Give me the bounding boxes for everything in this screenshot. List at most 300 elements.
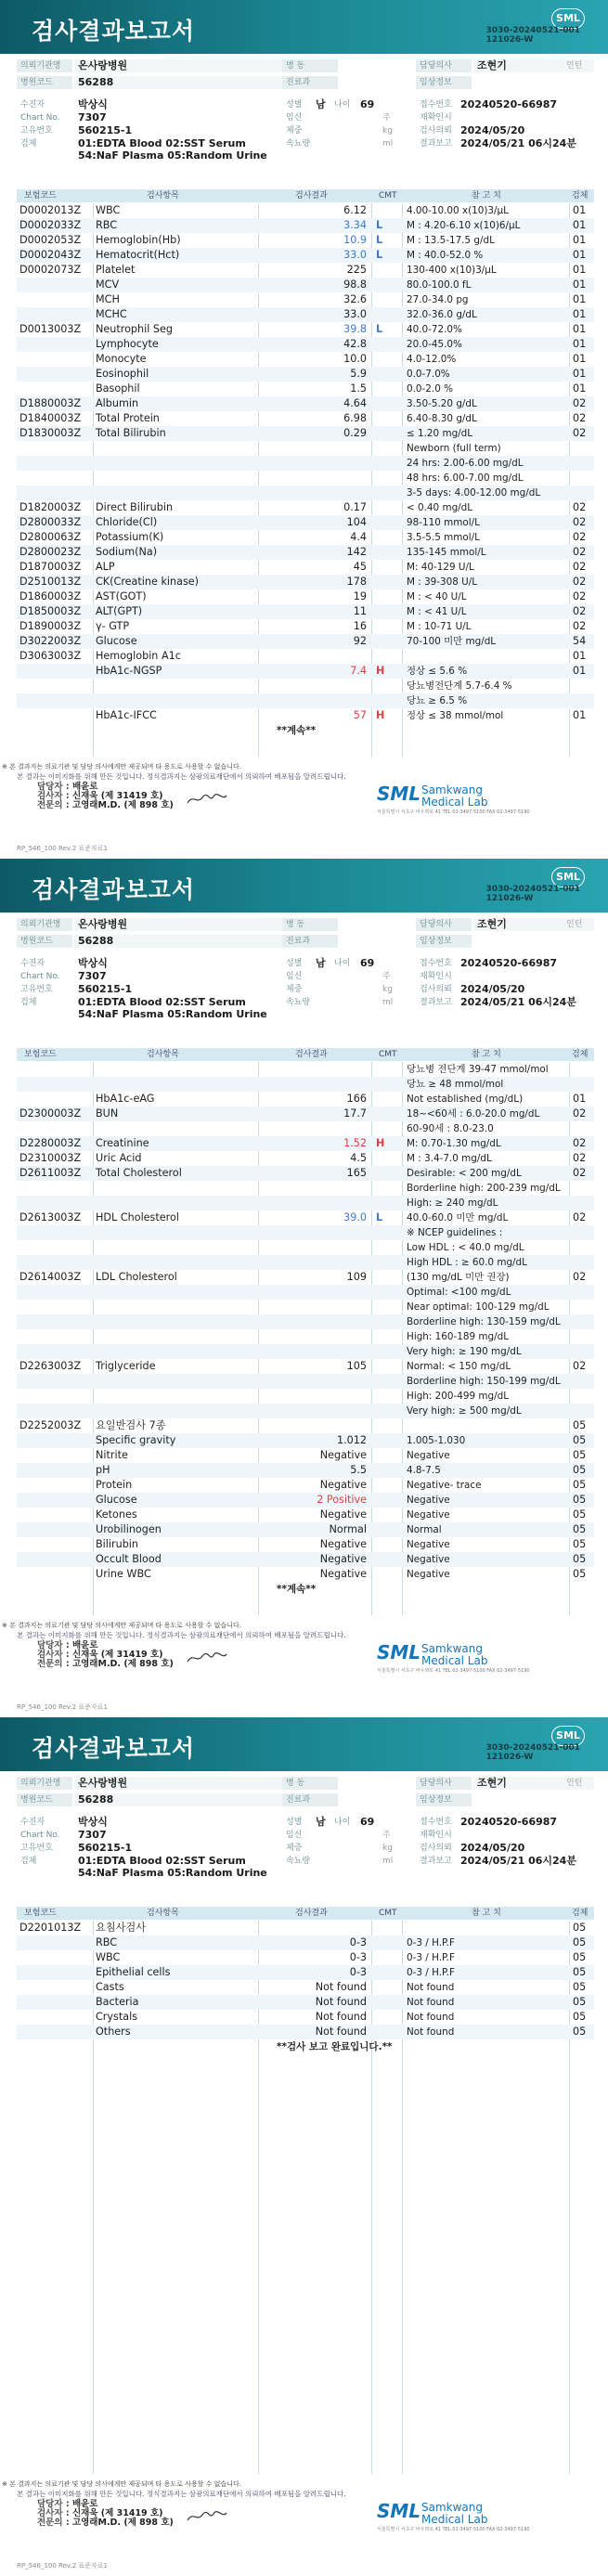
patient-id: 560215-1: [78, 1842, 133, 1854]
specimen-code: 05: [573, 1538, 587, 1550]
table-row: [17, 1980, 594, 1995]
table-row: [17, 604, 594, 619]
signature-image: [186, 792, 228, 807]
test-name: Urobilinogen: [96, 1523, 162, 1535]
specimen-1: 01:EDTA Blood 02:SST Serum: [78, 996, 246, 1008]
reference-range: 18~<60세 : 6.0-20.0 mg/dL: [407, 1108, 540, 1120]
hospital-name: 온사랑병원: [78, 59, 128, 71]
insurance-code: D0002053Z: [19, 234, 82, 246]
reference-range: Negative: [407, 1509, 450, 1521]
test-name: Basophil: [96, 382, 140, 395]
table-row: [17, 1344, 594, 1359]
reference-range: M: 0.70-1.30 mg/dL: [407, 1138, 501, 1149]
report-banner: [0, 859, 608, 913]
insurance-code: D2263003Z: [19, 1360, 82, 1372]
table-row: [17, 456, 594, 471]
test-name: Protein: [96, 1479, 133, 1491]
patient-info: 의뢰기관명 온사랑병원 병원코드 56288 병 동 진료과 담당의사 조현기 인턴 임상정보 수진자 박상식 Chart No. 7307 고유번호 560215-1 검체 01:EDTA Blood 02:SST Serum 54:NaF Plasma 05:Random Urine 성별 남 나이 69 임신 주 체중 kg 속뇨량 ml 접수번호 20240520-66987 재확인시 검사의뢰 2024/05/20 결과보고 2024/05/21 06시24분: [17, 1777, 594, 1899]
test-name: ALT(GPT): [96, 605, 143, 617]
test-name: HbA1c-IFCC: [96, 709, 157, 721]
test-name: ALP: [96, 561, 115, 573]
test-name: Ketones: [96, 1508, 137, 1521]
test-result: 98.8: [343, 278, 367, 291]
test-name: Casts: [96, 1981, 124, 1993]
test-result: 1.52: [343, 1137, 367, 1149]
result-flag: L: [376, 219, 383, 231]
specimen-code: 05: [573, 1568, 587, 1580]
receipt-no: 20240520-66987: [460, 1816, 558, 1828]
reference-range: Normal: [407, 1524, 442, 1535]
insurance-code: D1830003Z: [19, 427, 82, 439]
reference-range: M : < 41 U/L: [407, 606, 467, 617]
table-row: [17, 1935, 594, 1950]
chart-no: 7307: [78, 1829, 107, 1841]
table-row: [17, 1374, 594, 1389]
reference-range: 24 hrs: 2.00-6.00 mg/dL: [407, 458, 524, 469]
results-table-header: 보험코드 검사항목 검사결과 CMT 참 고 치 검체: [17, 189, 594, 202]
reference-range: Normal: < 150 mg/dL: [407, 1361, 511, 1372]
reference-range: 70-100 미만 mg/dL: [407, 636, 497, 647]
table-row: [17, 1255, 594, 1270]
results-table-header: 보험코드 검사항목 검사결과 CMT 참 고 치 검체: [17, 1907, 594, 1920]
test-result: Not found: [315, 1996, 367, 2008]
result-flag: L: [376, 323, 383, 335]
test-name: Total Cholesterol: [96, 1167, 182, 1179]
specimen-code: 05: [573, 1936, 587, 1948]
staff-name: 배윤로: [71, 782, 98, 792]
reference-range: 6.40-8.30 g/dL: [407, 413, 477, 424]
specimen-code: 05: [573, 1434, 587, 1446]
specimen-code: 01: [573, 219, 587, 231]
table-row: [17, 426, 594, 441]
insurance-code: D2201013Z: [19, 1922, 82, 1934]
table-row: [17, 545, 594, 560]
test-name: MCHC: [96, 308, 127, 320]
reference-range: 1.005-1.030: [407, 1435, 466, 1446]
specimen-code: 02: [573, 561, 587, 573]
table-row: [17, 1121, 594, 1136]
report-banner: [0, 0, 608, 54]
test-name: Nitrite: [96, 1449, 128, 1461]
test-result: 6.98: [343, 412, 367, 424]
specimen-code: 01: [573, 293, 587, 305]
insurance-code: D2800033Z: [19, 516, 82, 528]
test-name: Hematocrit(Hct): [96, 249, 180, 261]
reference-range: 80.0-100.0 fL: [407, 279, 472, 291]
results-table-header: 보험코드 검사항목 검사결과 CMT 참 고 치 검체: [17, 1048, 594, 1061]
receipt-no: 20240520-66987: [460, 957, 558, 969]
specimen-2: 54:NaF Plasma 05:Random Urine: [78, 149, 267, 162]
specimen-code: 05: [573, 1449, 587, 1461]
test-result: 4.64: [343, 397, 367, 409]
test-result: Negative: [319, 1479, 367, 1491]
test-result: 19: [353, 590, 367, 602]
table-row: [17, 1418, 594, 1433]
reference-range: Negative: [407, 1569, 450, 1580]
insurance-code: D1890003Z: [19, 620, 82, 632]
table-row: [17, 589, 594, 604]
table-row: [17, 693, 594, 708]
specimen-2: 54:NaF Plasma 05:Random Urine: [78, 1867, 267, 1879]
table-row: [17, 1389, 594, 1404]
insurance-code: D0002043Z: [19, 249, 82, 261]
specimen-code: 02: [573, 605, 587, 617]
insurance-code: D2310003Z: [19, 1152, 82, 1164]
end-marker: **계속**: [277, 725, 317, 736]
test-result: Not found: [315, 2026, 367, 2038]
specimen-2: 54:NaF Plasma 05:Random Urine: [78, 1008, 267, 1020]
specimen-code: 02: [573, 576, 587, 588]
result-flag: L: [376, 249, 383, 261]
specimen-code: 01: [573, 264, 587, 276]
reference-range: M : < 40 U/L: [407, 591, 467, 602]
table-row: [17, 1196, 594, 1210]
specimen-code: 02: [573, 620, 587, 632]
specimen-code: 02: [573, 590, 587, 602]
insurance-code: D2800063Z: [19, 531, 82, 543]
samkwang-logo: SML Samkwang Medical Lab 서울특별시 서초구 바우뫼로 41 TEL 02-3497-5100 FAX 02-3497-5190: [377, 2500, 530, 2532]
reference-range: High: 160-189 mg/dL: [407, 1331, 510, 1342]
report-code: 3030-20240521-001 121026-W: [485, 885, 580, 903]
insurance-code: D1870003Z: [19, 561, 82, 573]
reference-range: 0-3 / H.P.F: [407, 1937, 455, 1948]
table-row: [17, 649, 594, 664]
doctor-name: 조현기: [477, 918, 507, 930]
report-code: 3030-20240521-001 121026-W: [485, 26, 580, 45]
insurance-code: D1840003Z: [19, 412, 82, 424]
table-row: [17, 1062, 594, 1077]
table-row: [17, 307, 594, 322]
test-result: 5.9: [350, 368, 367, 380]
test-name: MCH: [96, 293, 120, 305]
table-row: [17, 560, 594, 575]
test-name: RBC: [96, 219, 118, 231]
specimen-code: 05: [573, 1508, 587, 1521]
specimen-code: 02: [573, 1211, 587, 1223]
table-row: [17, 530, 594, 545]
table-row: [17, 1210, 594, 1225]
reference-range: Low HDL : < 40.0 mg/dL: [407, 1242, 524, 1253]
sml-logo: SML: [551, 1726, 585, 1746]
test-result: 2 Positive: [317, 1494, 367, 1506]
test-result: 0.29: [343, 427, 367, 439]
reference-range: Not found: [407, 2012, 455, 2023]
test-result: 166: [346, 1093, 367, 1105]
reference-range: 4.0-12.0%: [407, 354, 457, 365]
result-flag: L: [376, 234, 383, 246]
test-name: Bilirubin: [96, 1538, 138, 1550]
test-result: 104: [346, 516, 367, 528]
test-name: 요침사검사: [96, 1922, 147, 1934]
hospital-code: 56288: [78, 76, 114, 88]
request-date: 2024/05/20: [460, 1842, 525, 1854]
test-result: 225: [346, 264, 367, 276]
reference-range: 당뇨병전단계 5.7-6.4 %: [407, 680, 512, 692]
table-row: [17, 292, 594, 307]
patient-name: 박상식: [78, 1816, 108, 1828]
reference-range: 당뇨병 전단계 39-47 mmol/mol: [407, 1064, 549, 1075]
table-row: [17, 1522, 594, 1537]
test-result: Not found: [315, 1981, 367, 1993]
test-name: WBC: [96, 204, 121, 216]
signature-image: [186, 1650, 228, 1665]
reference-range: 4.8-7.5: [407, 1465, 441, 1476]
reference-range: 0-3 / H.P.F: [407, 1952, 455, 1963]
reference-range: Negative- trace: [407, 1480, 482, 1491]
reference-range: High: ≥ 240 mg/dL: [407, 1197, 498, 1209]
test-result: Not found: [315, 2011, 367, 2023]
specimen-code: 05: [573, 1922, 587, 1934]
specimen-code: 02: [573, 546, 587, 558]
test-name: Triglyceride: [96, 1360, 156, 1372]
test-result: 17.7: [343, 1107, 367, 1120]
hospital-name: 온사랑병원: [78, 918, 128, 930]
reference-range: 0-3 / H.P.F: [407, 1967, 455, 1978]
test-name: 요일반검사 7종: [96, 1419, 166, 1431]
insurance-code: D3022003Z: [19, 635, 82, 647]
reference-range: Newborn (full term): [407, 443, 501, 454]
reference-range: Not found: [407, 2026, 455, 2038]
test-result: Normal: [329, 1523, 367, 1535]
patient-name: 박상식: [78, 957, 108, 969]
test-name: HbA1c-NGSP: [96, 665, 162, 677]
insurance-code: D1880003Z: [19, 397, 82, 409]
test-result: Negative: [319, 1568, 367, 1580]
reference-range: 48 hrs: 6.00-7.00 mg/dL: [407, 472, 524, 484]
specimen-code: 05: [573, 1419, 587, 1431]
reference-range: 40.0-72.0%: [407, 324, 462, 335]
test-result: 32.6: [343, 293, 367, 305]
test-result: Negative: [319, 1449, 367, 1461]
reference-range: 60-90세 : 8.0-23.0: [407, 1123, 494, 1134]
insurance-code: D0002073Z: [19, 264, 82, 276]
tester-name: 신재욱 (제 31419 호): [71, 791, 163, 801]
specimen-code: 01: [573, 338, 587, 350]
table-row: [17, 1404, 594, 1418]
insurance-code: D1850003Z: [19, 605, 82, 617]
table-row: [17, 1329, 594, 1344]
test-result: 3.34: [343, 219, 367, 231]
table-row: [17, 634, 594, 649]
test-result: 0-3: [349, 1966, 367, 1978]
reference-range: Very high: ≥ 190 mg/dL: [407, 1346, 522, 1357]
table-row: [17, 2025, 594, 2039]
table-row: [17, 396, 594, 411]
reference-range: 당뇨 ≥ 48 mmol/mol: [407, 1079, 504, 1090]
test-name: Sodium(Na): [96, 546, 158, 558]
reference-range: 3.50-5.20 g/dL: [407, 398, 477, 409]
specimen-code: 01: [573, 1093, 587, 1105]
test-result: 1.012: [336, 1434, 367, 1446]
patient-id: 560215-1: [78, 124, 133, 136]
doctor-name: 조현기: [477, 1777, 507, 1789]
table-row: [17, 1493, 594, 1508]
test-name: Chloride(Cl): [96, 516, 158, 528]
request-date: 2024/05/20: [460, 124, 525, 136]
table-row: [17, 1508, 594, 1522]
test-name: Monocyte: [96, 353, 147, 365]
doctor-name: 조현기: [477, 59, 507, 71]
result-flag: H: [376, 1137, 385, 1149]
specimen-code: 05: [573, 1553, 587, 1565]
report-title: 검사결과보고서: [32, 1735, 196, 1762]
test-result: 11: [353, 605, 367, 617]
table-row: [17, 679, 594, 693]
staff-name: 배윤로: [71, 2499, 98, 2509]
test-result: 0.17: [343, 501, 367, 513]
specimen-code: 02: [573, 531, 587, 543]
table-row: [17, 278, 594, 292]
staff-name: 배윤로: [71, 1640, 98, 1650]
specimen-code: 02: [573, 1152, 587, 1164]
table-row: [17, 1314, 594, 1329]
specimen-1: 01:EDTA Blood 02:SST Serum: [78, 1855, 246, 1867]
reference-range: Not established (mg/dL): [407, 1094, 524, 1105]
specimen-code: 05: [573, 1966, 587, 1978]
reference-range: Negative: [407, 1450, 450, 1461]
result-flag: H: [376, 665, 385, 677]
hospital-code: 56288: [78, 935, 114, 947]
test-result: 33.0: [343, 249, 367, 261]
test-name: Epithelial cells: [96, 1966, 171, 1978]
insurance-code: D2280003Z: [19, 1137, 82, 1149]
reference-range: ※ NCEP guidelines :: [407, 1227, 503, 1238]
test-name: Total Bilirubin: [96, 427, 166, 439]
report-page: 검사결과보고서 SML 3030-20240521-001 121026-W 의뢰기관명 온사랑병원 병원코드 56288 병 동 진료과 담당의사 조현기 인턴 임상정보 수진자 박상식 Chart No. 7307 고유번호 560215-1 검체 01:EDTA Blood 02:SST Serum 54:NaF Plasma 05:Random Urine 성별 남 나이 69 임신 주 체중 kg 속뇨량 ml 접수번호 20240520-66987 재확인시 검사의뢰 2024/05/20 결과보고 2024/05/21 06시24분 보험코드 검사항목 검사결과 CMT 참 고 치 검체 D0002013Z WBC 6.12 4.00-10.00 x(10)3/μL 01 D0002033Z RBC 3.34 L M : 4.20-6.10 x(10)6/μL 01 D0002053Z Hemoglobin(Hb) 10.9 L M : 13.5-17.5 g/dL 01 D0002043Z Hematocrit(Hct) 33.0 L M : 40.0-52.0 % 01 D0002073Z Platelet 225 130-400 x(10)3/μL 01 MCV 98.8 80.0-100.0 fL 01 MCH 32.6 27.0-34.0 pg 01 MCHC 33.0 32.0-36.0 g/dL 01 D0013003Z Neutrophil Seg 39.8 L 40.0-72.0% 01 Lymphocyte 42.8 20.0-45.0% 01 Monocyte 10.0 4.0-12.0% 01 Eosinophil 5.9 0.0-7.0% 01 Basophil 1.5 0.0-2.0 % 01 D1880003Z Albumin 4.64 3.50-5.20 g/dL 02 D1840003Z Total Protein 6.98 6.40-8.30 g/dL 02 D1830003Z Total Bilirubin 0.29 ≤ 1.20 mg/dL 02 Newborn (full term) 24 hrs: 2.00-6.00 mg/dL 48 hrs: 6.00-7.00 mg/dL 3-5 days: 4.00-12.00 mg/dL D1820003Z Direct Bilirubin 0.17 < 0.40 mg/dL 02 D2800033Z Chloride(Cl) 104 98-110 mmol/L 02 D2800063Z Potassium(K) 4.4 3.5-5.5 mmol/L 02 D2800023Z Sodium(Na) 142 135-145 mmol/L 02 D1870003Z ALP 45 M: 40-129 U/L 02 D2510013Z CK(Creatine kinase) 178 M : 39-308 U/L 02 D1860003Z AST(GOT) 19 M : < 40 U/L 02 D1850003Z ALT(GPT) 11 M : < 41 U/L 02 D1890003Z γ- GTP 16 M : 10-71 U/L 02 D3022003Z Glucose 92 70-100 미만 mg/dL 54 D3063003Z Hemoglobin A1c 01 HbA1c-NGSP 7.4 H 정상 ≤ 5.6 % 01 당뇨병전단계 5.7-6.4 % 당뇨 ≥ 6.5 % HbA1c-IFCC 57 H 정상 ≤ 38 mmol/mol 01 **계속** ※ 본 결과지는 의료기관 및 담당 의사에게만 제공되며 타 용도로 사용할 수 없습니다. 본 결과는 이미지화를 위해 만든 것입니다. 정식결과지는 삼광의료재단에서 의뢰하여 배포됨을 알려드립니다. 담당자 : 배윤로 검사자 : 신재욱 (제 31419 호) 전문의 : 고영래M.D. (제 898 호) SML Samkwang Medical Lab 서울특별시 서초구 바우뫼로 41 TEL 02-3497-5100 FAX 02-3497-5190 RP_546_100 Rev.2 표준자료1: [0, 0, 608, 859]
test-name: Albumin: [96, 397, 139, 409]
test-name: Others: [96, 2026, 131, 2038]
test-result: Negative: [319, 1553, 367, 1565]
reference-range: Borderline high: 150-199 mg/dL: [407, 1376, 561, 1387]
tester-name: 신재욱 (제 31419 호): [71, 2508, 163, 2518]
patient-name: 박상식: [78, 98, 108, 110]
test-name: Crystals: [96, 2011, 138, 2023]
patient-info: 의뢰기관명 온사랑병원 병원코드 56288 병 동 진료과 담당의사 조현기 인턴 임상정보 수진자 박상식 Chart No. 7307 고유번호 560215-1 검체 01:EDTA Blood 02:SST Serum 54:NaF Plasma 05:Random Urine 성별 남 나이 69 임신 주 체중 kg 속뇨량 ml 접수번호 20240520-66987 재확인시 검사의뢰 2024/05/20 결과보고 2024/05/21 06시24분: [17, 918, 594, 1041]
specimen-code: 02: [573, 1271, 587, 1283]
insurance-code: D2614003Z: [19, 1271, 82, 1283]
reference-range: High HDL : ≥ 60.0 mg/dL: [407, 1257, 527, 1268]
test-name: Glucose: [96, 1494, 137, 1506]
report-date: 2024/05/21 06시24분: [460, 137, 576, 149]
reference-range: 정상 ≤ 5.6 %: [407, 666, 468, 677]
insurance-code: D2800023Z: [19, 546, 82, 558]
specimen-code: 02: [573, 1167, 587, 1179]
table-row: [17, 1151, 594, 1166]
report-date: 2024/05/21 06시24분: [460, 1855, 576, 1867]
reference-range: Negative: [407, 1554, 450, 1565]
insurance-code: D2611003Z: [19, 1167, 82, 1179]
test-result: 16: [353, 620, 367, 632]
test-result: 5.5: [350, 1464, 367, 1476]
specimen-code: 01: [573, 650, 587, 662]
specimen-code: 05: [573, 1494, 587, 1506]
samkwang-logo: SML Samkwang Medical Lab 서울특별시 서초구 바우뫼로 41 TEL 02-3497-5100 FAX 02-3497-5190: [377, 1641, 530, 1674]
test-name: Occult Blood: [96, 1553, 162, 1565]
table-row: [17, 1092, 594, 1107]
table-row: [17, 367, 594, 382]
specimen-code: 05: [573, 2026, 587, 2038]
result-flag: H: [376, 709, 385, 721]
results-table: [17, 1921, 594, 2474]
test-name: RBC: [96, 1936, 118, 1948]
test-name: CK(Creatine kinase): [96, 576, 200, 588]
test-name: pH: [96, 1464, 110, 1476]
table-row: [17, 233, 594, 248]
test-result: 0-3: [349, 1936, 367, 1948]
table-row: [17, 411, 594, 426]
reference-range: 27.0-34.0 pg: [407, 294, 469, 305]
reference-range: M : 4.20-6.10 x(10)6/μL: [407, 220, 521, 231]
test-name: Platelet: [96, 264, 136, 276]
test-name: γ- GTP: [96, 620, 130, 632]
sml-logo: SML: [551, 867, 585, 887]
reference-range: 130-400 x(10)3/μL: [407, 265, 497, 276]
reference-range: M : 10-71 U/L: [407, 621, 472, 632]
table-row: [17, 1300, 594, 1314]
reference-range: Very high: ≥ 500 mg/dL: [407, 1405, 522, 1417]
insurance-code: D2300003Z: [19, 1107, 82, 1120]
table-row: [17, 1463, 594, 1478]
table-row: [17, 1552, 594, 1567]
specimen-code: 05: [573, 1981, 587, 1993]
table-row: [17, 2010, 594, 2025]
table-row: [17, 485, 594, 500]
test-result: 142: [346, 546, 367, 558]
specimen-code: 02: [573, 397, 587, 409]
test-name: Potassium(K): [96, 531, 164, 543]
chart-no: 7307: [78, 111, 107, 123]
reference-range: 135-145 mmol/L: [407, 547, 486, 558]
report-code: 3030-20240521-001 121026-W: [485, 1743, 580, 1762]
reference-range: Borderline high: 200-239 mg/dL: [407, 1183, 561, 1194]
table-row: [17, 441, 594, 456]
reference-range: 정상 ≤ 38 mmol/mol: [407, 710, 504, 721]
reference-range: Not found: [407, 1982, 455, 1993]
reference-range: Not found: [407, 1997, 455, 2008]
reference-range: 98-110 mmol/L: [407, 517, 480, 528]
test-result: Negative: [319, 1508, 367, 1521]
test-result: 1.5: [350, 382, 367, 395]
table-row: [17, 263, 594, 278]
test-name: Direct Bilirubin: [96, 501, 174, 513]
reference-range: Desirable: < 200 mg/dL: [407, 1168, 522, 1179]
table-row: [17, 1567, 594, 1582]
specimen-code: 01: [573, 204, 587, 216]
test-result: 105: [346, 1360, 367, 1372]
specimen-code: 02: [573, 1137, 587, 1149]
insurance-code: D0002033Z: [19, 219, 82, 231]
report-title: 검사결과보고서: [32, 18, 196, 45]
specimen-code: 01: [573, 278, 587, 291]
reference-range: M : 13.5-17.5 g/dL: [407, 235, 495, 246]
reference-range: M: 40-129 U/L: [407, 562, 474, 573]
table-row: [17, 218, 594, 233]
table-row: [17, 1107, 594, 1121]
reference-range: M : 3.4-7.0 mg/dL: [407, 1153, 492, 1164]
reference-range: M : 39-308 U/L: [407, 576, 478, 588]
table-row: [17, 1225, 594, 1240]
results-table: [17, 203, 594, 757]
reference-range: < 0.40 mg/dL: [407, 502, 473, 513]
table-row: [17, 1537, 594, 1552]
table-row: [17, 515, 594, 530]
test-result: 109: [346, 1271, 367, 1283]
specimen-code: 02: [573, 427, 587, 439]
reference-range: 3-5 days: 4.00-12.00 mg/dL: [407, 487, 541, 498]
test-result: 42.8: [343, 338, 367, 350]
specimen-code: 05: [573, 1996, 587, 2008]
specimen-code: 01: [573, 353, 587, 365]
